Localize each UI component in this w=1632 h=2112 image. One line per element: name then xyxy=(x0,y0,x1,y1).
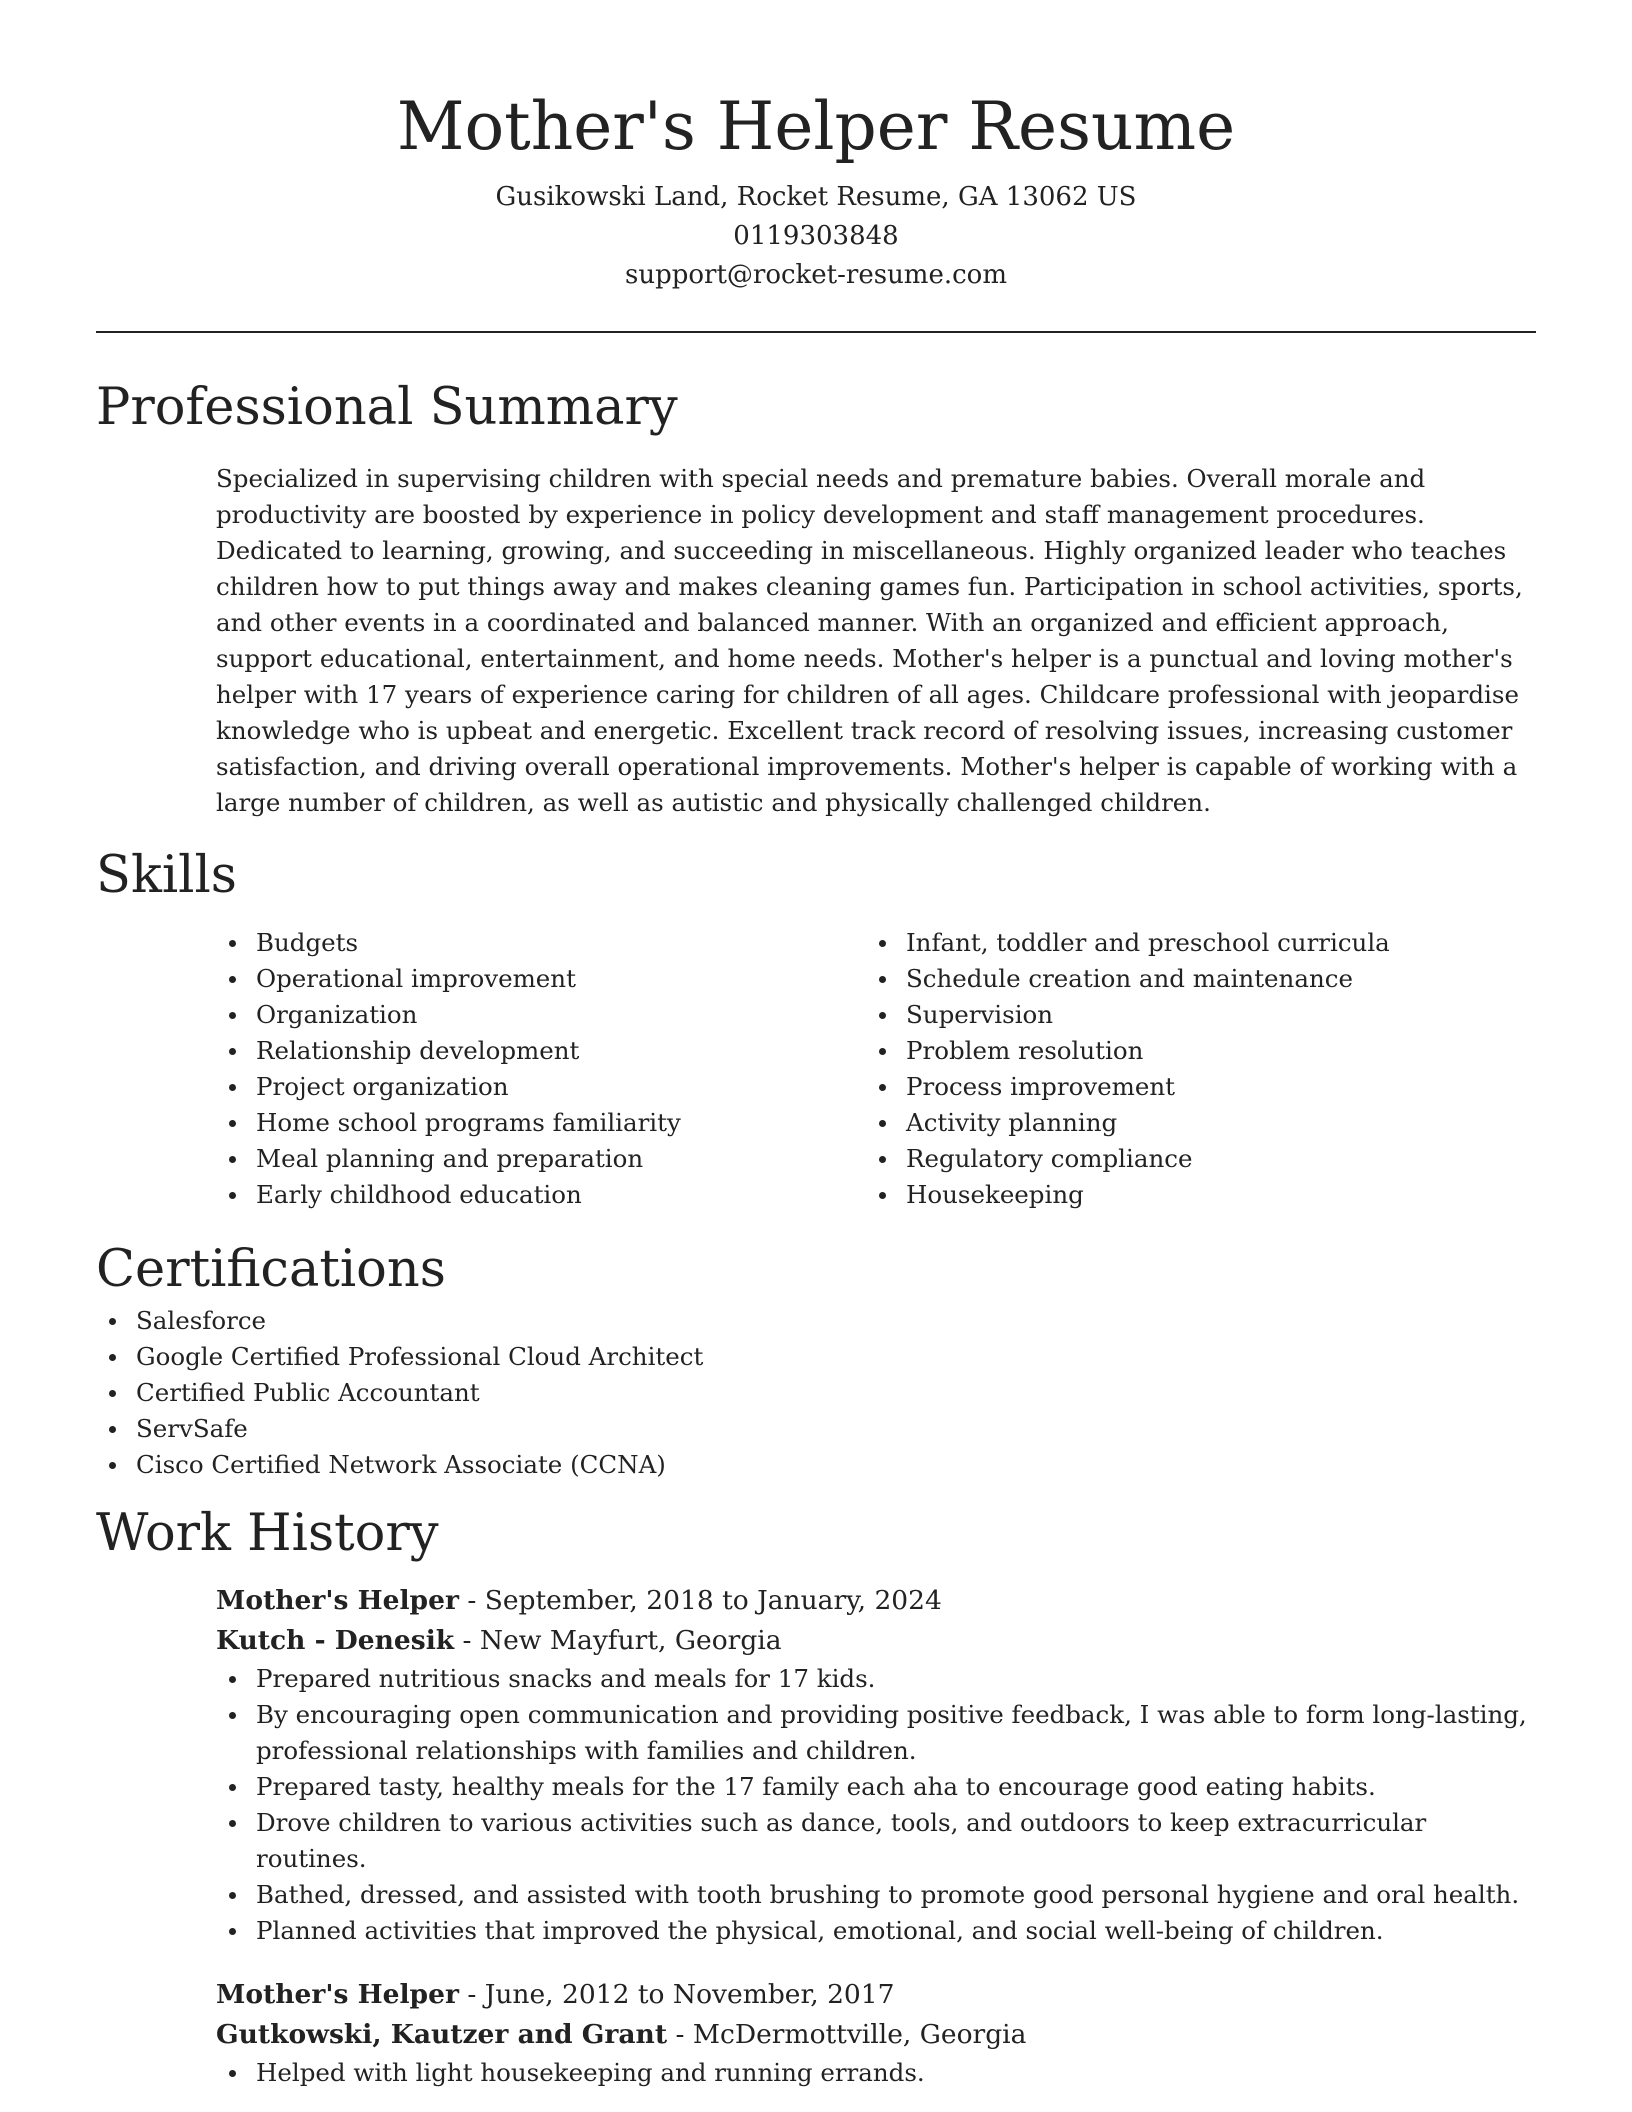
job-location: - McDermottville, Georgia xyxy=(667,2019,1027,2050)
job-dates: - June, 2012 to November, 2017 xyxy=(458,1979,895,2010)
list-item: Activity planning xyxy=(866,1105,1516,1141)
job-duties-list xyxy=(216,2055,1536,2091)
skills-section xyxy=(96,843,1536,1213)
list-item: Budgets xyxy=(216,925,866,961)
work-history-heading: Work History xyxy=(96,1504,439,1563)
list-item: Cisco Certified Network Associate (CCNA) xyxy=(96,1447,1536,1483)
list-item: Home school programs familiarity xyxy=(216,1105,866,1141)
email: support@rocket-resume.com xyxy=(624,260,1007,290)
list-item: Helped with light housekeeping and running errands. xyxy=(216,2055,1536,2091)
summary-text: Specialized in supervising children with special needs and premature babies. Overall morale and productivity are boosted by experience in policy development and staff management procedures. Dedicated to learning, growing, and succeeding in miscellaneous. Highly organized leader who teaches children how to put things away and makes cleaning games fun. Participation in school activities, sports, and other events in a coordinated and balanced manner. With an organized and efficient approach, support educational, entertainment, and home needs. Mother's helper is a punctual and loving mother's helper with 17 years of experience caring for children of all ages. Childcare professional with jeopardise knowledge who is upbeat and energetic. Excellent track record of resolving issues, increasing customer satisfaction, and driving overall operational improvements. Mother's helper is capable of working with a large number of children, as well as autistic and physically challenged children. xyxy=(216,464,1523,817)
job-entry xyxy=(216,1975,1536,2091)
list-item: Salesforce xyxy=(96,1303,1536,1339)
list-item: Schedule creation and maintenance xyxy=(866,961,1516,997)
list-item: Meal planning and preparation xyxy=(216,1141,866,1177)
summary-heading: Professional Summary xyxy=(96,378,678,437)
skills-left-list xyxy=(216,925,866,1213)
skills-heading: Skills xyxy=(96,846,237,905)
resume-page xyxy=(96,0,1536,2091)
list-item: By encouraging open communication and providing positive feedback, I was able to form long-lasting, professional relationships with families and children. xyxy=(216,1697,1536,1769)
job-company-line xyxy=(216,1621,1536,1661)
list-item: Operational improvement xyxy=(216,961,866,997)
list-item: Bathed, dressed, and assisted with tooth brushing to promote good personal hygiene and oral health. xyxy=(216,1877,1536,1913)
job-company-line xyxy=(216,2015,1536,2055)
summary-section xyxy=(96,375,1536,821)
list-item: Certified Public Accountant xyxy=(96,1375,1536,1411)
list-item: Relationship development xyxy=(216,1033,866,1069)
list-item: Google Certified Professional Cloud Architect xyxy=(96,1339,1536,1375)
list-item: Drove children to various activities such as dance, tools, and outdoors to keep extracurricular routines. xyxy=(216,1805,1536,1877)
job-title-line xyxy=(216,1975,1536,2015)
contact-block xyxy=(96,178,1536,295)
list-item: Prepared nutritious snacks and meals for 17 kids. xyxy=(216,1661,1536,1697)
list-item: Organization xyxy=(216,997,866,1033)
resume-title: Mother's Helper Resume xyxy=(396,88,1236,165)
list-item: Early childhood education xyxy=(216,1177,866,1213)
list-item: Infant, toddler and preschool curricula xyxy=(866,925,1516,961)
list-item: Planned activities that improved the physical, emotional, and social well-being of children. xyxy=(216,1913,1536,1949)
work-history-section xyxy=(96,1501,1536,2091)
job-duties-list xyxy=(216,1661,1536,1949)
job-company: Kutch - Denesik xyxy=(216,1625,455,1656)
list-item: Housekeeping xyxy=(866,1177,1516,1213)
resume-header xyxy=(96,0,1536,295)
phone: 0119303848 xyxy=(733,221,899,251)
job-location: - New Mayfurt, Georgia xyxy=(454,1625,782,1656)
job-role: Mother's Helper xyxy=(216,1979,459,2010)
skills-right-list xyxy=(866,925,1516,1213)
job-title-line xyxy=(216,1581,1536,1621)
list-item: Project organization xyxy=(216,1069,866,1105)
address: Gusikowski Land, Rocket Resume, GA 13062 US xyxy=(495,182,1137,212)
list-item: Problem resolution xyxy=(866,1033,1516,1069)
list-item: Prepared tasty, healthy meals for the 17 family each aha to encourage good eating habits. xyxy=(216,1769,1536,1805)
list-item: ServSafe xyxy=(96,1411,1536,1447)
certifications-list xyxy=(96,1303,1536,1483)
skills-grid xyxy=(216,925,1536,1213)
list-item: Regulatory compliance xyxy=(866,1141,1516,1177)
list-item: Process improvement xyxy=(866,1069,1516,1105)
list-item: Supervision xyxy=(866,997,1516,1033)
header-divider xyxy=(96,331,1536,333)
job-company: Gutkowski, Kautzer and Grant xyxy=(216,2019,668,2050)
job-role: Mother's Helper xyxy=(216,1585,459,1616)
job-dates: - September, 2018 to January, 2024 xyxy=(458,1585,942,1616)
certifications-section xyxy=(96,1237,1536,1483)
job-entry xyxy=(216,1581,1536,1949)
certifications-heading: Certifications xyxy=(96,1240,446,1299)
